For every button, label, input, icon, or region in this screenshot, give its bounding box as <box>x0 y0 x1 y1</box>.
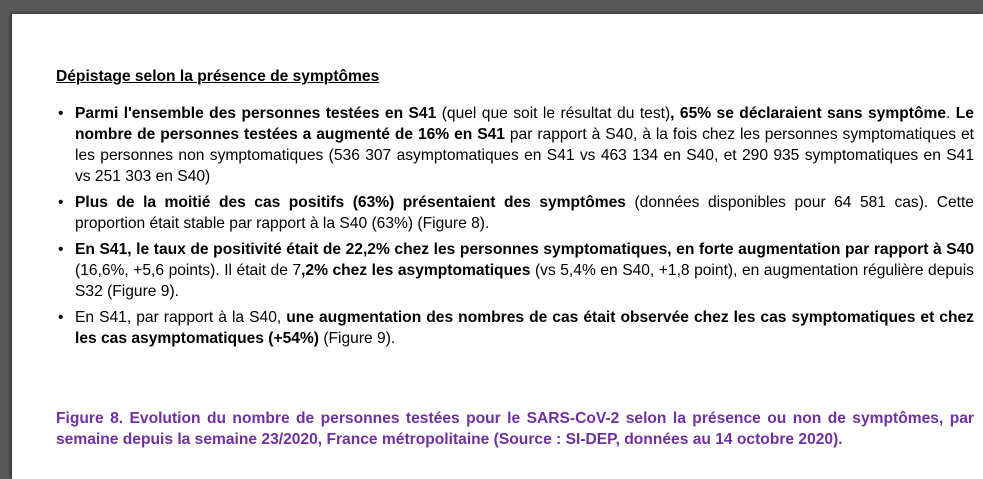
bold-segment: , 65% se déclaraient sans symptôme <box>670 105 947 122</box>
bold-segment: Plus de la moitié des cas positifs (63%) présentaient des symptômes <box>75 194 626 211</box>
bold-segment: Le nombre de personnes testées a augmenté de 16% en S41 <box>75 105 974 143</box>
bold-segment: une augmentation des nombres de cas était observée chez les cas symptomatiques et chez les cas asymptomatiques (+54%) <box>75 309 974 347</box>
text-segment: (16,6%, +5,6 points). Il était de 7 <box>75 262 302 279</box>
text-segment: (données disponibles pour 64 581 cas). Cette proportion était stable par rapport à la S40 (63%) (Figure 8). <box>75 194 974 232</box>
figure-caption: Figure 8. Evolution du nombre de personnes testées pour le SARS-CoV-2 selon la présence ou non de symptômes, par semaine depuis la semaine 23/2020, France métropolitaine (Source : SI-DEP, données au 14 octobre 2020). <box>56 410 974 448</box>
section-heading: Dépistage selon la présence de symptômes <box>56 68 380 85</box>
bullet-item-positive-cases <box>56 192 974 234</box>
bullet-item-positivity-rate <box>56 239 974 302</box>
text-segment: (quel que soit le résultat du test) <box>436 105 671 122</box>
bold-segment: Parmi l'ensemble des personnes testées en S41 <box>75 105 437 122</box>
bullet-list <box>56 103 974 349</box>
text-segment: (vs 5,4% en S40, +1,8 point), en augmentation régulière depuis S32 (Figure 9). <box>75 262 974 300</box>
text-segment: En S41, par rapport à la S40, <box>75 309 287 326</box>
page-content <box>56 66 974 354</box>
document-page <box>12 14 983 479</box>
text-segment: . <box>946 105 956 122</box>
text-segment: par rapport à S40, à la fois chez les personnes symptomatiques et les personnes non symptomatiques (536 307 asymptomatiques en S41 vs 463 134 en S40, et 290 935 symptomatiques en S41 vs 251 303 en S40) <box>75 126 975 185</box>
bold-segment: ,2% chez les asymptomatiques <box>301 262 531 279</box>
bullet-item-case-increase <box>56 307 974 349</box>
text-segment: (Figure 9). <box>318 330 396 347</box>
bold-segment: En S41, le taux de positivité était de 22,2% chez les personnes symptomatiques, en forte augmentation par rapport à S40 <box>75 241 974 258</box>
bullet-item-tested-persons <box>56 103 974 187</box>
